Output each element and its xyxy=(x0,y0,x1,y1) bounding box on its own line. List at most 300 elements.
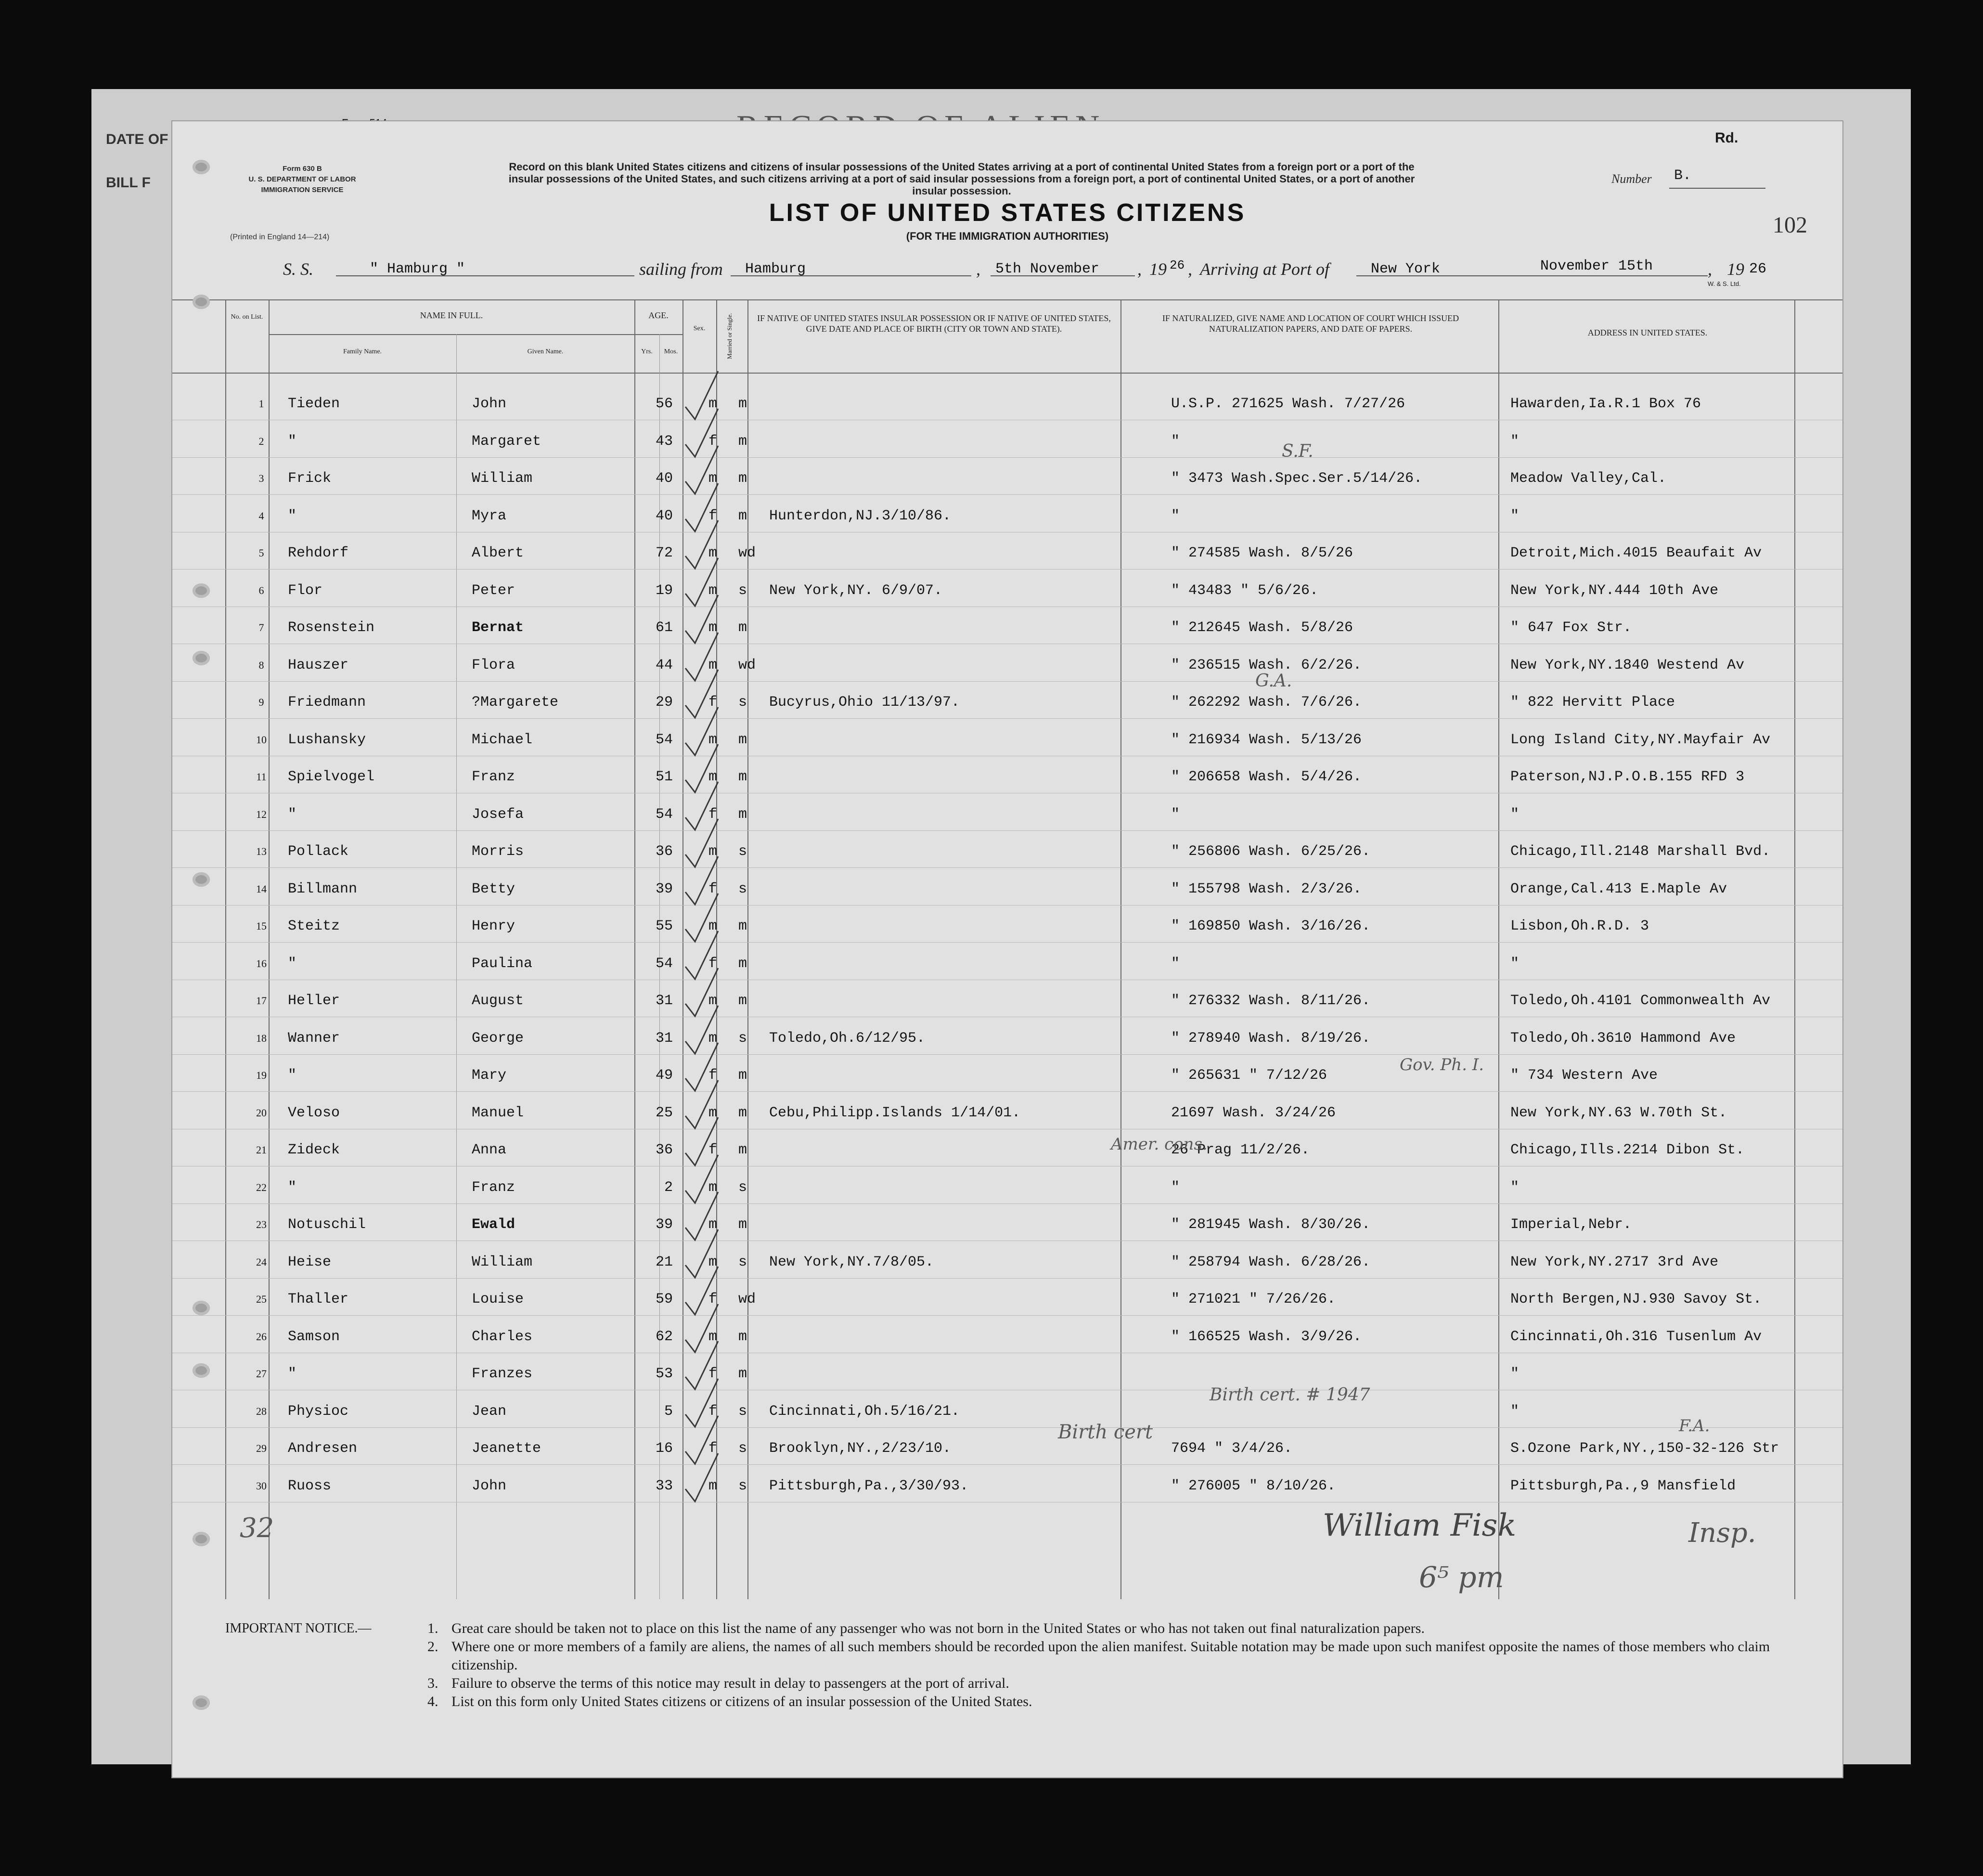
age-subheader-rule xyxy=(634,334,682,335)
cell-family-name: Hauszer xyxy=(288,657,349,673)
cell-marital: wd xyxy=(738,657,756,673)
cell-given-name: ?Margarete xyxy=(472,694,559,711)
cell-age: 40 xyxy=(655,507,673,524)
cell-list-number: 5 xyxy=(258,547,264,559)
cell-sex: m xyxy=(708,993,718,1009)
number-value: B. xyxy=(1674,168,1692,184)
table-row xyxy=(172,1105,1842,1134)
cell-family-name: Wanner xyxy=(288,1030,340,1047)
cell-age: 54 xyxy=(655,806,673,823)
cell-family-name: " xyxy=(288,955,297,972)
punch-hole xyxy=(193,583,210,598)
pencil-note-amer: Amer. cons. xyxy=(1111,1135,1208,1154)
cell-sex: f xyxy=(708,1142,718,1158)
cell-list-number: 4 xyxy=(258,509,264,522)
cell-given-name: Manuel xyxy=(472,1104,524,1121)
cell-birth: New York,NY.7/8/05. xyxy=(769,1254,934,1270)
cell-address: Chicago,Ills.2214 Dibon St. xyxy=(1510,1142,1745,1158)
cell-list-number: 3 xyxy=(258,472,264,484)
notice-item xyxy=(427,1674,1823,1693)
service: IMMIGRATION SERVICE xyxy=(261,186,344,194)
cell-given-name: Charles xyxy=(472,1328,533,1345)
cell-given-name: Franz xyxy=(472,769,515,785)
cell-family-name: Samson xyxy=(288,1328,340,1345)
cell-address: " xyxy=(1510,1366,1519,1382)
cell-age: 49 xyxy=(655,1067,673,1084)
cell-address: Lisbon,Oh.R.D. 3 xyxy=(1510,918,1649,934)
cell-naturalization: " xyxy=(1171,433,1180,450)
cell-address: Cincinnati,Oh.316 Tusenlum Av xyxy=(1510,1328,1762,1345)
arrival-year-prefix: 19 xyxy=(1727,259,1744,279)
pencil-note-birth-cert: Birth cert. # 1947 xyxy=(1210,1385,1370,1405)
cell-naturalization: U.S.P. 271625 Wash. 7/27/26 xyxy=(1171,396,1405,412)
cell-marital: m xyxy=(738,396,747,412)
cell-birth: Brooklyn,NY.,2/23/10. xyxy=(769,1440,952,1457)
notice-lead: IMPORTANT NOTICE.— xyxy=(225,1621,372,1636)
cell-age: 61 xyxy=(655,620,673,636)
voyage-line: S. S. " Hamburg " sailing from Hamburg , 5th November , 19 26 , Arriving at Port of New York November 15th , 19 26 xyxy=(283,258,1767,279)
cell-age: 5 xyxy=(664,1403,673,1420)
cell-sex: m xyxy=(708,1104,718,1121)
header-sex: Sex. xyxy=(693,325,706,332)
punch-hole xyxy=(193,1695,210,1710)
cell-list-number: 19 xyxy=(256,1069,267,1081)
table-row xyxy=(172,433,1842,462)
header-name-in-full: NAME IN FULL. xyxy=(420,311,483,320)
cell-address: Long Island City,NY.Mayfair Av xyxy=(1510,731,1771,748)
cell-sex: f xyxy=(708,1366,718,1382)
printed-note: (Printed in England 14—214) xyxy=(230,233,330,241)
cell-list-number: 29 xyxy=(256,1442,267,1454)
table-row xyxy=(172,470,1842,499)
cell-given-name: August xyxy=(472,993,524,1009)
cell-age: 43 xyxy=(655,433,673,450)
cell-given-name: Jean xyxy=(472,1403,507,1420)
cell-family-name: Billmann xyxy=(288,880,358,897)
cell-sex: m xyxy=(708,620,718,636)
cell-given-name: Franz xyxy=(472,1179,515,1196)
table-row xyxy=(172,769,1842,798)
notice-item-number: 1. xyxy=(427,1620,438,1636)
form-identity xyxy=(230,164,374,195)
cell-sex: f xyxy=(708,1067,718,1084)
cell-sex: f xyxy=(708,955,718,972)
cell-naturalization: " 256806 Wash. 6/25/26. xyxy=(1171,843,1371,860)
cell-naturalization: " 206658 Wash. 5/4/26. xyxy=(1171,769,1362,785)
cell-list-number: 14 xyxy=(256,882,267,895)
cell-age: 21 xyxy=(655,1254,673,1270)
cell-list-number: 27 xyxy=(256,1368,267,1380)
cell-naturalization: " 278940 Wash. 8/19/26. xyxy=(1171,1030,1371,1047)
cell-age: 33 xyxy=(655,1477,673,1494)
cell-list-number: 30 xyxy=(256,1479,267,1492)
cell-list-number: 1 xyxy=(258,398,264,410)
header-age: AGE. xyxy=(648,311,669,320)
cell-address: Imperial,Nebr. xyxy=(1510,1216,1632,1233)
cell-naturalization: " 155798 Wash. 2/3/26. xyxy=(1171,880,1362,897)
cell-age: 56 xyxy=(655,396,673,412)
cell-sex: m xyxy=(708,1254,718,1270)
table-row xyxy=(172,1403,1842,1432)
cell-sex: m xyxy=(708,396,718,412)
table-row xyxy=(172,918,1842,947)
cell-naturalization: 7694 " 3/4/26. xyxy=(1171,1440,1293,1457)
cell-address: " xyxy=(1510,1403,1519,1420)
cell-naturalization: " 216934 Wash. 5/13/26 xyxy=(1171,731,1362,748)
cell-given-name: Flora xyxy=(472,657,515,673)
backing-label: DATE OF xyxy=(106,131,168,147)
table-row xyxy=(172,1179,1842,1208)
table-row xyxy=(172,1440,1842,1469)
cell-sex: m xyxy=(708,470,718,487)
table-row xyxy=(172,881,1842,910)
cell-naturalization: " 166525 Wash. 3/9/26. xyxy=(1171,1328,1362,1345)
number-label: Number xyxy=(1611,172,1652,186)
cell-marital: s xyxy=(738,1440,747,1457)
cell-family-name: Physioc xyxy=(288,1403,349,1420)
cell-family-name: Frick xyxy=(288,470,332,487)
arrival-year: 26 xyxy=(1749,261,1767,277)
table-row xyxy=(172,1142,1842,1171)
cell-age: 36 xyxy=(655,1142,673,1158)
cell-naturalization: " 212645 Wash. 5/8/26 xyxy=(1171,620,1353,636)
name-subheader-rule xyxy=(269,334,682,335)
cell-naturalization: " 258794 Wash. 6/28/26. xyxy=(1171,1254,1371,1270)
cell-given-name: Peter xyxy=(472,582,515,599)
cell-given-name: Betty xyxy=(472,880,515,897)
cell-address: " 822 Hervitt Place xyxy=(1510,694,1675,711)
notice-items xyxy=(427,1619,1823,1711)
cell-naturalization: " 262292 Wash. 7/6/26. xyxy=(1171,694,1362,711)
cell-marital: s xyxy=(738,582,747,599)
header-mos: Mos. xyxy=(664,348,678,355)
cell-family-name: Tieden xyxy=(288,396,340,412)
table-row xyxy=(172,1216,1842,1245)
cell-given-name: William xyxy=(472,470,533,487)
cell-sex: m xyxy=(708,582,718,599)
cell-age: 59 xyxy=(655,1291,673,1307)
cell-list-number: 17 xyxy=(256,995,267,1007)
cell-list-number: 21 xyxy=(256,1144,267,1156)
cell-address: Orange,Cal.413 E.Maple Av xyxy=(1510,880,1727,897)
cell-list-number: 13 xyxy=(256,845,267,857)
cell-age: 54 xyxy=(655,955,673,972)
cell-address: " xyxy=(1510,507,1519,524)
table-row xyxy=(172,620,1842,648)
cell-age: 39 xyxy=(655,1216,673,1233)
cell-given-name: John xyxy=(472,1477,507,1494)
cell-family-name: " xyxy=(288,1179,297,1196)
cell-given-name: Mary xyxy=(472,1067,507,1084)
header-yrs: Yrs. xyxy=(641,348,653,355)
cell-address: Toledo,Oh.4101 Commonwealth Av xyxy=(1510,993,1771,1009)
cell-marital: s xyxy=(738,1477,747,1494)
cell-list-number: 7 xyxy=(258,621,264,634)
header-address: ADDRESS IN UNITED STATES. xyxy=(1587,328,1708,337)
arriving-label: Arriving at Port of xyxy=(1200,259,1329,279)
cell-list-number: 8 xyxy=(258,659,264,671)
punch-hole xyxy=(193,651,210,665)
cell-family-name: Friedmann xyxy=(288,694,366,711)
cell-address: Hawarden,Ia.R.1 Box 76 xyxy=(1510,396,1701,412)
cell-marital: wd xyxy=(738,545,756,561)
cell-naturalization: " 3473 Wash.Spec.Ser.5/14/26. xyxy=(1171,470,1423,487)
sail-date: 5th November xyxy=(995,261,1100,277)
table-row xyxy=(172,1254,1842,1283)
page-subtitle: (FOR THE IMMIGRATION AUTHORITIES) xyxy=(906,230,1109,242)
notice-item-number: 2. xyxy=(427,1639,438,1655)
page-title: LIST OF UNITED STATES CITIZENS xyxy=(769,199,1246,227)
cell-marital: m xyxy=(738,507,747,524)
cell-sex: m xyxy=(708,1328,718,1345)
cell-birth: Bucyrus,Ohio 11/13/97. xyxy=(769,694,960,711)
cell-birth: Pittsburgh,Pa.,3/30/93. xyxy=(769,1477,969,1494)
cell-address: Meadow Valley,Cal. xyxy=(1510,470,1667,487)
cell-age: 54 xyxy=(655,731,673,748)
cell-age: 40 xyxy=(655,470,673,487)
pencil-note-fa: F.A. xyxy=(1679,1416,1710,1436)
table-row xyxy=(172,1067,1842,1096)
cell-list-number: 20 xyxy=(256,1106,267,1119)
cell-list-number: 2 xyxy=(258,435,264,447)
cell-address: " 734 Western Ave xyxy=(1510,1067,1658,1084)
cell-given-name: Albert xyxy=(472,545,524,561)
cell-address: Paterson,NJ.P.O.B.155 RFD 3 xyxy=(1510,769,1745,785)
printer-mark: W. & S. Ltd. xyxy=(1708,280,1741,287)
pencil-note-sf: S.F. xyxy=(1282,441,1313,461)
cell-naturalization: " 271021 " 7/26/26. xyxy=(1171,1291,1336,1307)
cell-family-name: Steitz xyxy=(288,918,340,934)
cell-marital: m xyxy=(738,918,747,934)
cell-marital: m xyxy=(738,433,747,450)
cell-birth: Toledo,Oh.6/12/95. xyxy=(769,1030,926,1047)
cell-age: 39 xyxy=(655,880,673,897)
cell-given-name: Henry xyxy=(472,918,515,934)
cell-naturalization: " 236515 Wash. 6/2/26. xyxy=(1171,657,1362,673)
cell-address: New York,NY.1840 Westend Av xyxy=(1510,657,1745,673)
cell-marital: m xyxy=(738,620,747,636)
cell-list-number: 18 xyxy=(256,1032,267,1044)
cell-address: " xyxy=(1510,1179,1519,1196)
cell-given-name: Morris xyxy=(472,843,524,860)
cell-address: New York,NY.2717 3rd Ave xyxy=(1510,1254,1719,1270)
cell-given-name: Louise xyxy=(472,1291,524,1307)
cell-marital: m xyxy=(738,731,747,748)
table-row xyxy=(172,732,1842,761)
cell-marital: m xyxy=(738,1216,747,1233)
cell-family-name: Andresen xyxy=(288,1440,358,1457)
cell-given-name: William xyxy=(472,1254,533,1270)
cell-given-name: Michael xyxy=(472,731,533,748)
cell-birth: Cincinnati,Oh.5/16/21. xyxy=(769,1403,960,1420)
cell-naturalization: " 169850 Wash. 3/16/26. xyxy=(1171,918,1371,934)
cell-family-name: Veloso xyxy=(288,1104,340,1121)
cell-address: Detroit,Mich.4015 Beaufait Av xyxy=(1510,545,1762,561)
intro-text: Record on this blank United States citizens and citizens of insular possessions of the United States arriving at a port of continental United States from a foreign port or a port of the insular possessions of the United States, and such citizens arriving at a port of said insular possessions from a foreign port, a port of continental United States, or a port of another insular possession. xyxy=(508,161,1415,197)
department: U. S. DEPARTMENT OF LABOR xyxy=(248,175,356,183)
notice-item-text: List on this form only United States citizens or citizens of an insular possession of the United States. xyxy=(451,1694,1032,1709)
table-row xyxy=(172,1478,1842,1507)
cell-marital: s xyxy=(738,1403,747,1420)
notice-item xyxy=(427,1638,1823,1674)
cell-naturalization: " 43483 " 5/6/26. xyxy=(1171,582,1319,599)
cell-age: 31 xyxy=(655,1030,673,1047)
notice-item-text: Failure to observe the terms of this notice may result in delay to passengers at the port of arrival. xyxy=(451,1675,1009,1691)
cell-age: 25 xyxy=(655,1104,673,1121)
cell-given-name: Margaret xyxy=(472,433,541,450)
pencil-note-ga: G.A. xyxy=(1255,671,1292,691)
cell-marital: s xyxy=(738,1179,747,1196)
cell-list-number: 25 xyxy=(256,1293,267,1305)
cell-address: " xyxy=(1510,806,1519,823)
cell-family-name: Rosenstein xyxy=(288,620,375,636)
pencil-note-gov: Gov. Ph. I. xyxy=(1400,1055,1484,1074)
cell-naturalization: " xyxy=(1171,955,1180,972)
cell-family-name: Heller xyxy=(288,993,340,1009)
number-underline xyxy=(1669,188,1765,189)
header-no: No. on List. xyxy=(231,313,263,321)
cell-family-name: Pollack xyxy=(288,843,349,860)
inspector-signature: William Fisk xyxy=(1323,1508,1517,1543)
cell-naturalization: 26 Prag 11/2/26. xyxy=(1171,1142,1310,1158)
table-row xyxy=(172,582,1842,611)
cell-age: 55 xyxy=(655,918,673,934)
cell-given-name: John xyxy=(472,396,507,412)
cell-birth: Hunterdon,NJ.3/10/86. xyxy=(769,507,952,524)
cell-naturalization: " 274585 Wash. 8/5/26 xyxy=(1171,545,1353,561)
cell-family-name: " xyxy=(288,507,297,524)
header-bottom-rule xyxy=(172,373,1842,374)
citizen-table xyxy=(172,299,1842,1599)
cell-sex: m xyxy=(708,843,718,860)
cell-list-number: 6 xyxy=(258,584,264,596)
cell-address: " 647 Fox Str. xyxy=(1510,620,1632,636)
table-row xyxy=(172,1291,1842,1320)
cell-age: 2 xyxy=(664,1179,673,1196)
cell-list-number: 26 xyxy=(256,1330,267,1343)
sail-year: 26 xyxy=(1170,258,1185,272)
cell-sex: m xyxy=(708,1030,718,1047)
cell-sex: m xyxy=(708,1477,718,1494)
cell-list-number: 10 xyxy=(256,733,267,746)
cell-sex: m xyxy=(708,545,718,561)
cell-address: Chicago,Ill.2148 Marshall Bvd. xyxy=(1510,843,1771,860)
cell-address: New York,NY.63 W.70th St. xyxy=(1510,1104,1727,1121)
cell-age: 16 xyxy=(655,1440,673,1457)
cell-list-number: 22 xyxy=(256,1181,267,1193)
cell-sex: f xyxy=(708,1403,718,1420)
ship-name: " Hamburg " xyxy=(370,261,465,277)
table-row xyxy=(172,694,1842,723)
pencil-note-birth-cert-2: Birth cert xyxy=(1058,1421,1153,1443)
cell-family-name: Notuschil xyxy=(288,1216,366,1233)
cell-marital: m xyxy=(738,470,747,487)
cell-sex: f xyxy=(708,507,718,524)
cell-naturalization: " xyxy=(1171,806,1180,823)
cell-age: 36 xyxy=(655,843,673,860)
cell-sex: m xyxy=(708,731,718,748)
cell-family-name: Heise xyxy=(288,1254,332,1270)
notice-item-number: 3. xyxy=(427,1675,438,1691)
cell-given-name: Josefa xyxy=(472,806,524,823)
cell-naturalization: " 281945 Wash. 8/30/26. xyxy=(1171,1216,1371,1233)
cell-naturalization: " xyxy=(1171,1179,1180,1196)
cell-given-name: Jeanette xyxy=(472,1440,541,1457)
cell-list-number: 16 xyxy=(256,957,267,970)
punch-hole xyxy=(193,1363,210,1378)
cell-marital: s xyxy=(738,1030,747,1047)
table-row xyxy=(172,396,1842,425)
sail-year-prefix: 19 xyxy=(1149,259,1167,279)
cell-birth: New York,NY. 6/9/07. xyxy=(769,582,943,599)
cell-address: " xyxy=(1510,955,1519,972)
punch-hole xyxy=(193,295,210,309)
table-row xyxy=(172,806,1842,835)
cell-age: 31 xyxy=(655,993,673,1009)
cell-marital: m xyxy=(738,1366,747,1382)
cell-address: Pittsburgh,Pa.,9 Mansfield xyxy=(1510,1477,1736,1494)
cell-age: 62 xyxy=(655,1328,673,1345)
cell-age: 44 xyxy=(655,657,673,673)
cell-sex: f xyxy=(708,694,718,711)
cell-given-name: George xyxy=(472,1030,524,1047)
table-row xyxy=(172,657,1842,686)
cell-family-name: Flor xyxy=(288,582,323,599)
notice-item xyxy=(427,1619,1823,1638)
cell-family-name: Rehdorf xyxy=(288,545,349,561)
cell-marital: wd xyxy=(738,1291,756,1307)
cell-marital: s xyxy=(738,843,747,860)
cell-age: 19 xyxy=(655,582,673,599)
header-naturalized: IF NATURALIZED, GIVE NAME AND LOCATION OF COURT WHICH ISSUED NATURALIZATION PAPERS, AND DATE OF PAPERS. xyxy=(1162,313,1459,334)
cell-age: 29 xyxy=(655,694,673,711)
cell-given-name: Bernat xyxy=(472,620,524,636)
cell-naturalization: 21697 Wash. 3/24/26 xyxy=(1171,1104,1336,1121)
cell-sex: m xyxy=(708,918,718,934)
cell-sex: f xyxy=(708,806,718,823)
inspector-title: Insp. xyxy=(1688,1517,1756,1549)
cell-naturalization: " 265631 " 7/12/26 xyxy=(1171,1067,1327,1084)
cell-sex: m xyxy=(708,769,718,785)
cell-family-name: " xyxy=(288,1366,297,1382)
cell-age: 53 xyxy=(655,1366,673,1382)
cell-family-name: " xyxy=(288,1067,297,1084)
cell-address: Toledo,Oh.3610 Hammond Ave xyxy=(1510,1030,1736,1047)
cell-marital: m xyxy=(738,1104,747,1121)
cell-list-number: 15 xyxy=(256,920,267,932)
cell-age: 72 xyxy=(655,545,673,561)
notice-item-number: 4. xyxy=(427,1694,438,1709)
cell-given-name: Paulina xyxy=(472,955,533,972)
punch-hole xyxy=(193,872,210,887)
table-row xyxy=(172,1030,1842,1059)
cell-list-number: 23 xyxy=(256,1218,267,1230)
table-row xyxy=(172,1366,1842,1395)
pencil-time: 6⁵ pm xyxy=(1419,1561,1504,1594)
cell-address: North Bergen,NJ.930 Savoy St. xyxy=(1510,1291,1762,1307)
sailing-from-port: Hamburg xyxy=(745,261,806,277)
cell-list-number: 28 xyxy=(256,1405,267,1417)
cell-list-number: 12 xyxy=(256,808,267,820)
notice-item-text: Great care should be taken not to place on this list the name of any passenger who was not born in the United States or who has not taken out final naturalization papers. xyxy=(451,1620,1425,1636)
cell-naturalization: " xyxy=(1171,507,1180,524)
table-row xyxy=(172,508,1842,537)
cell-address: " xyxy=(1510,433,1519,450)
form-number: Form 630 B xyxy=(283,165,322,173)
cell-marital: m xyxy=(738,993,747,1009)
cell-list-number: 11 xyxy=(256,771,267,783)
citizen-list-page xyxy=(172,121,1842,1777)
